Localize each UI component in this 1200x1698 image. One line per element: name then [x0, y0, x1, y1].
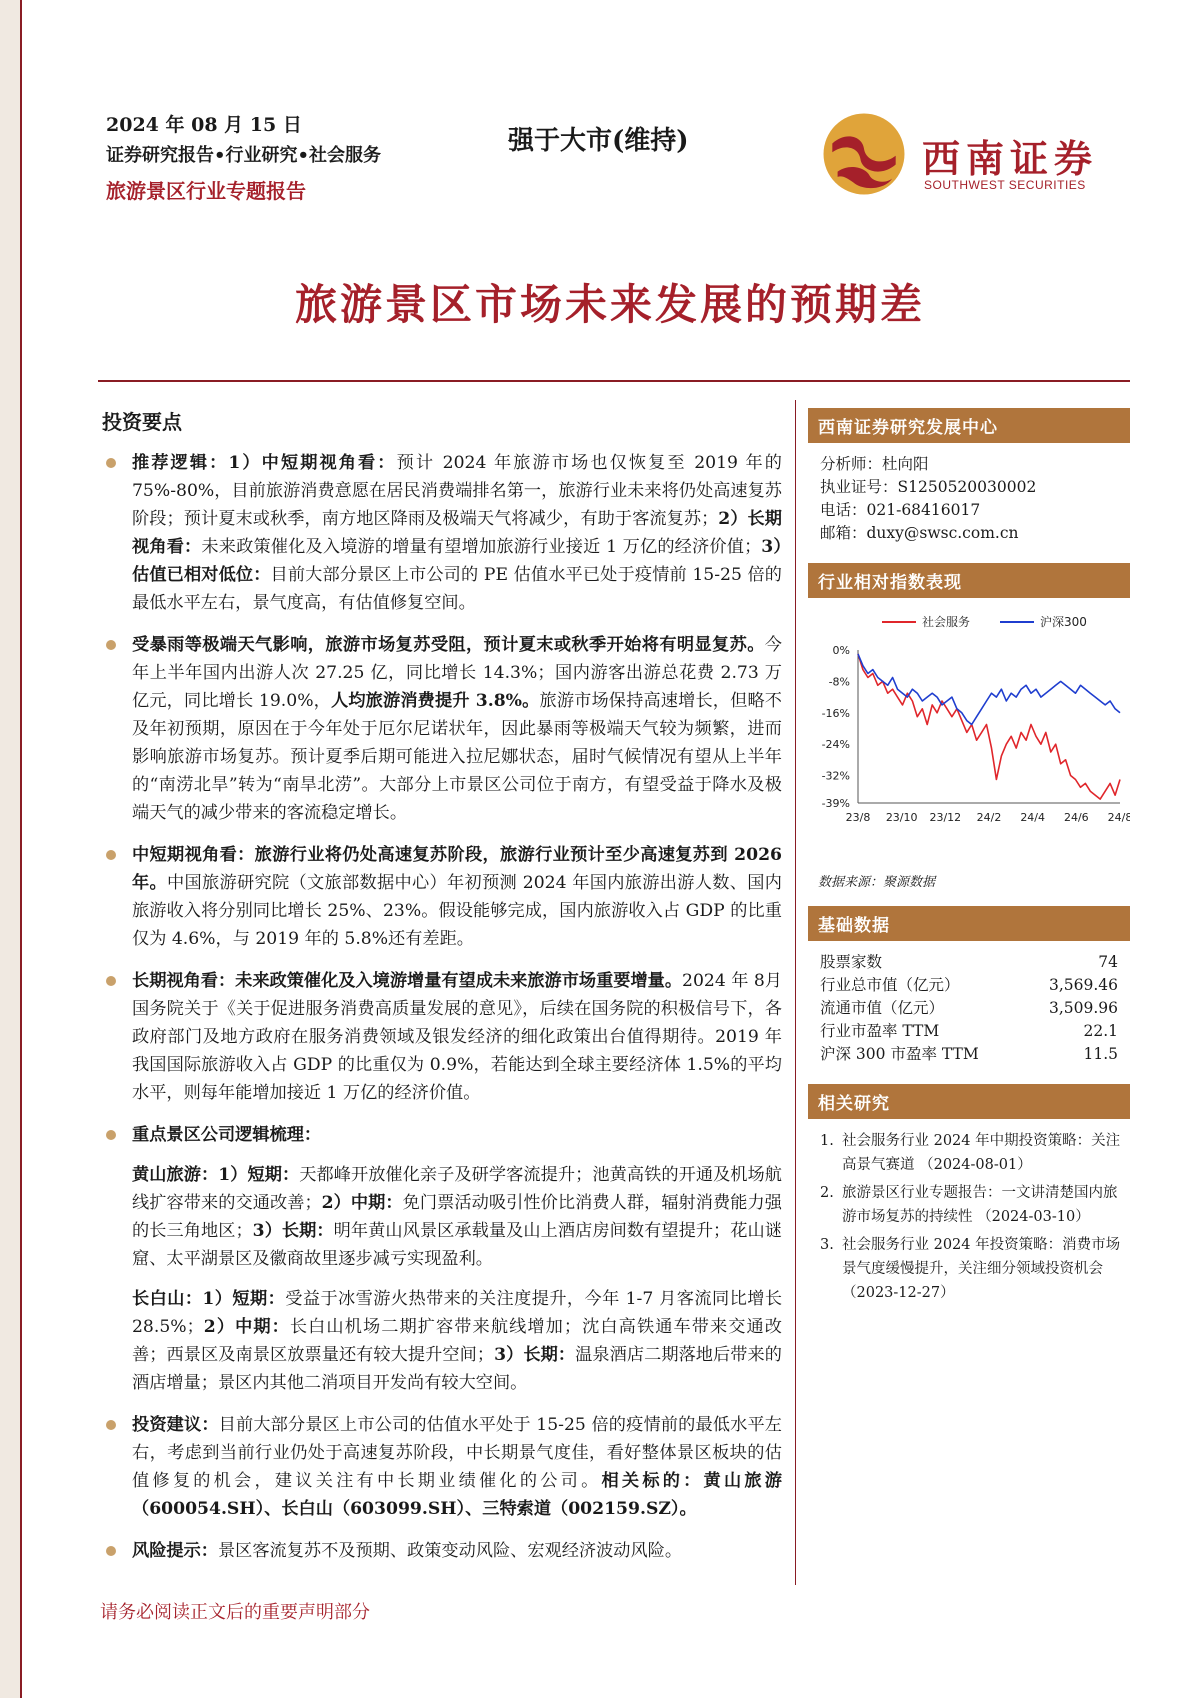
bullet-icon — [106, 976, 116, 986]
y-tick-label: 0% — [832, 644, 850, 657]
item-number: 3. — [820, 1237, 834, 1253]
x-tick-label: 24/8 — [1107, 811, 1130, 824]
basic-data-header: 基础数据 — [808, 906, 1130, 941]
related-research-item[interactable] — [808, 1181, 1130, 1229]
report-type: 证券研究报告•行业研究•社会服务 — [106, 145, 382, 166]
item-number: 2. — [820, 1185, 834, 1201]
bullet-icon — [106, 1130, 116, 1140]
x-tick-label: 24/4 — [1020, 811, 1046, 824]
logo-text-cn: 西南证券 — [922, 136, 1099, 181]
analyst-email[interactable]: 邮箱：duxy@swsc.com.cn — [820, 524, 1019, 542]
report-series: 旅游景区行业专题报告 — [106, 179, 306, 203]
analyst-name: 分析师：杜向阳 — [820, 455, 929, 473]
analyst-license: 执业证号：S1250520030002 — [820, 478, 1037, 496]
table-row — [808, 997, 1130, 1020]
y-tick-label: -8% — [828, 675, 850, 689]
paragraph-short-term: 中短期视角看：旅游行业将仍处高速复苏阶段，旅游行业预计至少高速复苏到 2026 年。中国旅游研究院（文旅部数据中心）年初预测 2024 年国内旅游出游人数、国内旅游收入将分别同比增长 25%、23%。假设能够完成，国内旅游收入占 GDP 的比重仅为 4.6%，与 2019 年的 5.8%还有差距。 — [102, 841, 782, 953]
bullet-icon — [106, 458, 116, 468]
huangshan-logic: 黄山旅游：1）短期：天都峰开放催化亲子及研学客流提升；池黄高铁的开通及机场航线扩容带来的交通改善；2）中期：免门票活动吸引性价比消费人群，辐射消费能力强的长三角地区；3）长期：明年黄山风景区承载量及山上酒店房间数有望提升；花山谜窟、太平湖景区及徽商故里逐步减亏实现盈利。 — [132, 1165, 782, 1269]
rating: 强于大市(维持) — [508, 126, 689, 156]
chart-axes — [822, 644, 1130, 824]
row-label: 沪深 300 市盈率 TTM — [820, 1045, 979, 1063]
analyst-phone: 电话：021-68416017 — [820, 501, 981, 519]
bullet-icon — [106, 1546, 116, 1556]
y-tick-label: -39% — [821, 797, 850, 810]
related-research-item[interactable] — [808, 1129, 1130, 1177]
row-value: 22.1 — [1083, 1022, 1118, 1040]
y-tick-label: -32% — [821, 769, 850, 783]
basic-data-table — [808, 951, 1130, 1066]
section-title: 投资要点 — [102, 410, 182, 434]
row-value: 3,509.96 — [1048, 999, 1118, 1017]
company-logo-icon — [820, 110, 908, 198]
chart-legend — [882, 614, 1087, 629]
legend-label: 社会服务 — [922, 615, 971, 629]
chart-source: 数据来源：聚源数据 — [818, 875, 936, 890]
x-tick-label: 23/10 — [885, 811, 918, 824]
bullet-icon — [106, 1420, 116, 1430]
related-research-list — [808, 1129, 1130, 1305]
row-label: 流通市值（亿元） — [820, 999, 945, 1017]
sidebar — [808, 408, 1130, 1309]
row-label: 行业总市值（亿元） — [820, 976, 960, 994]
item-text: 旅游景区行业专题报告：一文讲清楚国内旅游市场复苏的持续性 （2024-03-10） — [842, 1185, 1118, 1225]
row-label: 行业市盈率 TTM — [820, 1022, 940, 1040]
y-tick-label: -16% — [821, 706, 850, 720]
y-tick-label: -24% — [821, 738, 850, 752]
paragraph-risk: 风险提示：景区客流复苏不及预期、政策变动风险、宏观经济波动风险。 — [102, 1537, 782, 1565]
related-research-header: 相关研究 — [808, 1084, 1130, 1119]
footer-disclaimer: 请务必阅读正文后的重要声明部分 — [100, 1602, 370, 1623]
report-date: 2024 年 08 月 15 日 — [106, 114, 302, 136]
page-edge-line — [20, 0, 22, 1698]
item-text: 社会服务行业 2024 年中期投资策略：关注高景气赛道 （2024-08-01） — [842, 1133, 1121, 1173]
line-chart — [808, 608, 1130, 863]
changbaishan-logic: 长白山：1）短期：受益于冰雪游火热带来的关注度提升，今年 1-7 月客流同比增长 28.5%；2）中期：长白山机场二期扩容带来航线增加；沈白高铁通车带来交通改善；西景区及南景区放票量还有较大提升空间；3）长期：温泉酒店二期落地后带来的酒店增量；景区内其他二消项目开发尚有较大空间。 — [132, 1289, 783, 1393]
row-label: 股票家数 — [820, 953, 883, 971]
bullet-icon — [106, 850, 116, 860]
paragraph-investment-advice: 投资建议：目前大部分景区上市公司的估值水平处于 15-25 倍的疫情前的最低水平左右，考虑到当前行业仍处于高速复苏阶段，中长期景气度佳，看好整体景区板块的估值修复的机会，建议关注有中长期业绩催化的公司。相关标的：黄山旅游（600054.SH）、长白山（603099.SH）、三特索道（002159.SZ）。 — [102, 1411, 782, 1523]
x-tick-label: 24/2 — [976, 811, 1002, 824]
table-row — [808, 1043, 1130, 1066]
table-row — [808, 1020, 1130, 1043]
chart-header: 行业相对指数表现 — [808, 563, 1130, 598]
analyst-header: 西南证券研究发展中心 — [808, 408, 1130, 443]
table-row — [808, 974, 1130, 997]
legend-label: 沪深300 — [1040, 615, 1087, 629]
item-text: 社会服务行业 2024 年投资策略：消费市场景气度缓慢提升，关注细分领域投资机会 （2023-12-27） — [842, 1237, 1121, 1301]
paragraph-recommendation: 推荐逻辑：1）中短期视角看：预计 2024 年旅游市场也仅恢复至 2019 年的 75%-80%，目前旅游消费意愿在居民消费端排名第一，旅游行业未来将仍处高速复苏阶段；预计夏末或秋季，南方地区降雨及极端天气将减少，有助于客流复苏；2）长期视角看：未来政策催化及入境游的增量有望增加旅游行业接近 1 万亿的经济价值；3）估值已相对低位：目前大部分景区上市公司的 PE 估值水平已处于疫情前 15-25 倍的最低水平左右，景气度高，有估值修复空间。 — [102, 449, 782, 617]
logo-text-en: SOUTHWEST SECURITIES — [924, 178, 1086, 192]
paragraph-weather: 受暴雨等极端天气影响，旅游市场复苏受阻，预计夏末或秋季开始将有明显复苏。今年上半年国内出游人次 27.25 亿，同比增长 14.3%；国内游客出游总花费 2.73 万亿元，同比增长 19.0%，人均旅游消费提升 3.8%。旅游市场保持高速增长，但略不及年初预期，原因在于今年处于厄尔尼诺状年，因此暴雨等极端天气较为频繁，进而影响旅游市场复苏。预计夏季后期可能进入拉尼娜状态，届时气候情况有望从上半年的“南涝北旱”转为“南旱北涝”。大部分上市景区公司位于南方，有望受益于降水及极端天气的减少带来的客流稳定增长。 — [102, 631, 782, 827]
page-title: 旅游景区市场未来发展的预期差 — [294, 280, 925, 329]
x-tick-label: 23/8 — [845, 811, 871, 824]
x-tick-label: 24/6 — [1063, 811, 1089, 824]
related-research-item[interactable] — [808, 1233, 1130, 1305]
column-divider — [795, 400, 796, 1585]
row-value: 74 — [1098, 953, 1118, 971]
relative-index-chart — [808, 608, 1130, 863]
title-divider — [98, 380, 1130, 382]
paragraph-companies: 重点景区公司逻辑梳理： — [102, 1121, 782, 1149]
item-number: 1. — [820, 1133, 834, 1149]
row-value: 3,569.46 — [1048, 976, 1118, 994]
investment-highlights — [102, 406, 782, 1579]
series-line-social-services — [858, 654, 1120, 799]
paragraph-long-term: 长期视角看：未来政策催化及入境游增量有望成未来旅游市场重要增量。2024 年 8月国务院关于《关于促进服务消费高质量发展的意见》，后续在国务院的积极信号下，各政府部门及地方政府在服务消费领域及银发经济的细化政策出台值得期待。2019 年我国国际旅游收入占 GDP 的比重仅为 0.9%，若能达到全球主要经济体 1.5%的平均水平，则每年能增加接近 1 万亿的经济价值。 — [102, 967, 782, 1107]
table-row — [808, 951, 1130, 974]
page-edge-bar — [0, 0, 20, 1698]
x-tick-label: 23/12 — [929, 811, 962, 824]
chart-lines — [858, 654, 1120, 799]
series-line-csi300 — [858, 654, 1120, 725]
row-value: 11.5 — [1083, 1045, 1118, 1063]
bullet-icon — [106, 640, 116, 650]
